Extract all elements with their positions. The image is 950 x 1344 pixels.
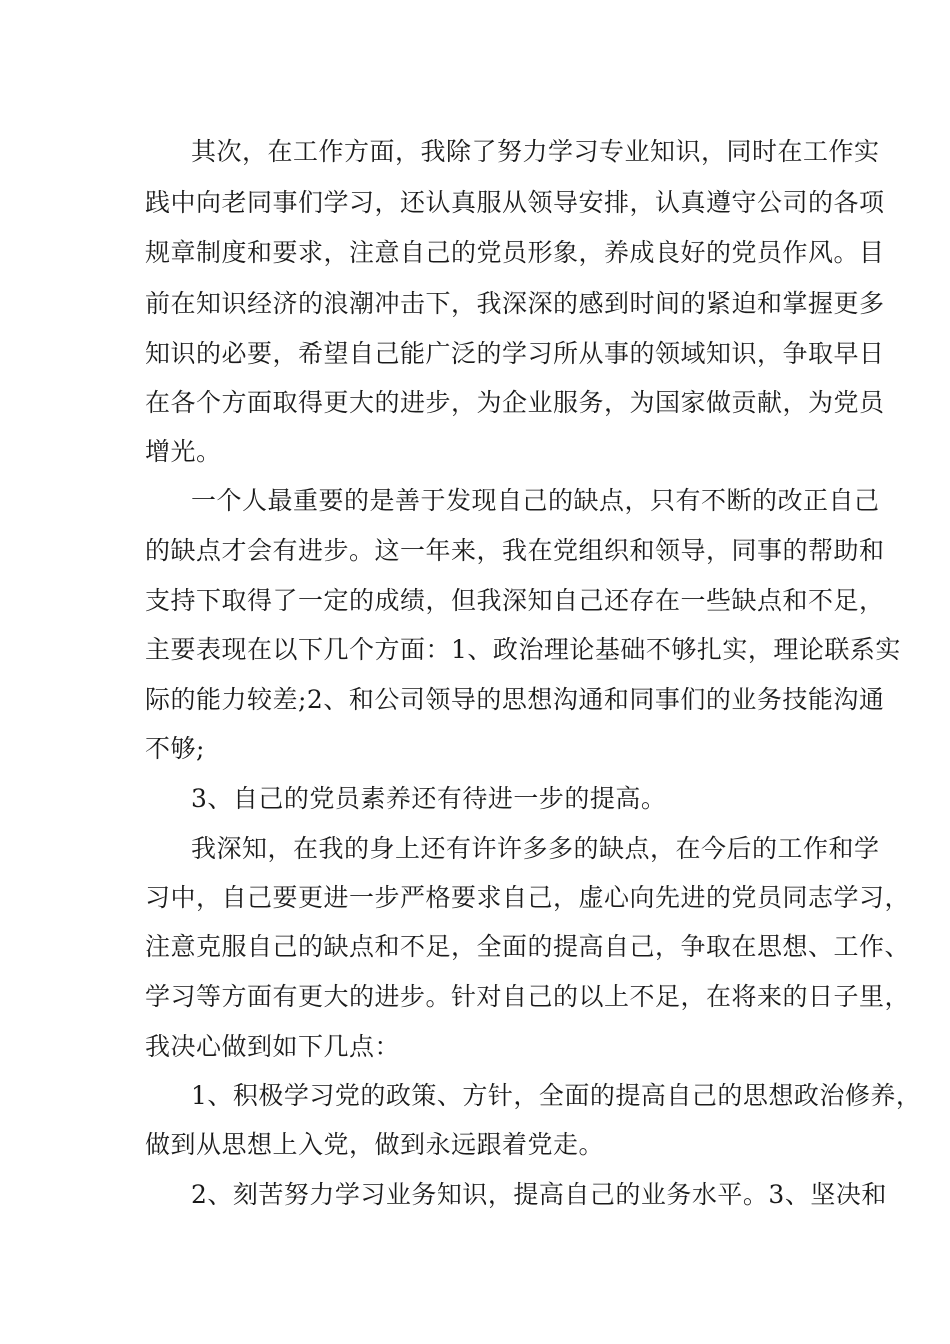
paragraph-line: 的缺点才会有进步。这一年来，我在党组织和领导，同事的帮助和 bbox=[145, 536, 885, 565]
paragraph-line: 一个人最重要的是善于发现自己的缺点，只有不断的改正自己 bbox=[191, 486, 880, 515]
paragraph-line: 做到从思想上入党，做到永远跟着党走。 bbox=[145, 1130, 605, 1159]
paragraph-line: 3、自己的党员素养还有待进一步的提高。 bbox=[191, 784, 667, 813]
paragraph-line: 规章制度和要求，注意自己的党员形象，养成良好的党员作风。目 bbox=[145, 238, 885, 267]
paragraph-line: 不够; bbox=[145, 734, 205, 763]
paragraph-line: 我决心做到如下几点： bbox=[145, 1032, 401, 1061]
paragraph-line: 前在知识经济的浪潮冲击下，我深深的感到时间的紧迫和掌握更多 bbox=[145, 289, 885, 318]
paragraph-line: 主要表现在以下几个方面：1、政治理论基础不够扎实，理论联系实 bbox=[145, 635, 901, 664]
paragraph-line: 习中，自己要更进一步严格要求自己，虚心向先进的党员同志学习， bbox=[145, 883, 911, 912]
paragraph-line: 知识的必要，希望自己能广泛的学习所从事的领域知识，争取早日 bbox=[145, 339, 885, 368]
paragraph-line: 支持下取得了一定的成绩，但我深知自己还存在一些缺点和不足， bbox=[145, 586, 885, 615]
paragraph-line: 在各个方面取得更大的进步，为企业服务，为国家做贡献，为党员 bbox=[145, 388, 885, 417]
paragraph-line: 注意克服自己的缺点和不足，全面的提高自己，争取在思想、工作、 bbox=[145, 932, 911, 961]
paragraph-line: 践中向老同事们学习，还认真服从领导安排，认真遵守公司的各项 bbox=[145, 188, 885, 217]
paragraph-line: 2、刻苦努力学习业务知识，提高自己的业务水平。3、坚决和 bbox=[191, 1180, 887, 1209]
paragraph-line: 其次，在工作方面，我除了努力学习专业知识，同时在工作实 bbox=[191, 137, 880, 166]
paragraph-line: 学习等方面有更大的进步。针对自己的以上不足，在将来的日子里， bbox=[145, 982, 911, 1011]
paragraph-line: 1、积极学习党的政策、方针，全面的提高自己的思想政治修养， bbox=[191, 1081, 922, 1110]
paragraph-line: 我深知，在我的身上还有许许多多的缺点，在今后的工作和学 bbox=[191, 834, 880, 863]
paragraph-line: 际的能力较差;2、和公司领导的思想沟通和同事们的业务技能沟通 bbox=[145, 685, 885, 714]
paragraph-line: 增光。 bbox=[145, 437, 222, 466]
